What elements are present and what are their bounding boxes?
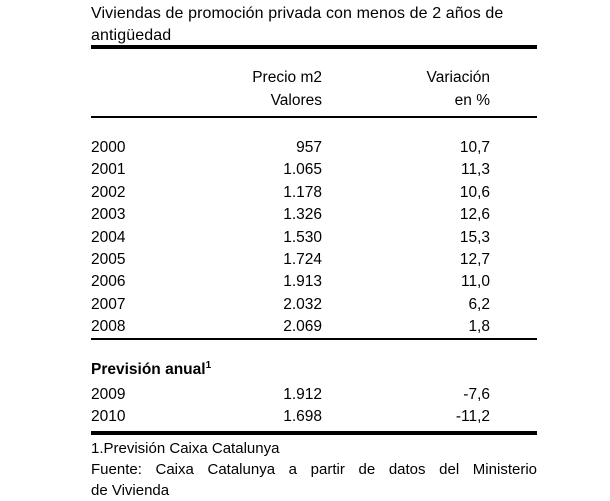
forecast-rows	[91, 384, 537, 429]
year-cell: 2010	[91, 408, 126, 426]
variation-cell: 12,7	[459, 251, 490, 269]
bottom-thick-rule	[91, 431, 537, 435]
price-header-line1: Precio m2	[252, 69, 322, 86]
year-cell: 2006	[91, 273, 126, 291]
price-cell: 1.724	[283, 251, 322, 269]
forecast-section-label	[91, 359, 537, 381]
top-thick-rule	[91, 45, 537, 49]
year-cell: 2004	[91, 228, 126, 246]
forecast-label-text: Previsión anual	[91, 361, 206, 378]
year-cell: 2003	[91, 206, 126, 224]
table-row	[91, 182, 490, 204]
table-title: Viviendas de promoción privada con menos de 2 años de antigüedad	[91, 5, 504, 44]
year-cell: 2009	[91, 386, 126, 403]
year-cell: 2002	[91, 183, 126, 201]
source-line-1: Fuente: Caixa Catalunya a partir de datos del Ministerio	[91, 461, 537, 478]
column-header-line-1	[91, 66, 490, 89]
column-header-line-2	[91, 89, 490, 112]
empty-header-cell	[91, 66, 161, 89]
price-cell: 1.178	[283, 183, 322, 201]
footnotes	[91, 438, 537, 501]
price-cell: 1.698	[283, 408, 322, 426]
variation-cell: -7,6	[463, 386, 490, 403]
price-cell: 1.912	[283, 386, 322, 403]
price-cell: 2.032	[283, 295, 322, 313]
variation-cell: 10,6	[459, 183, 490, 201]
variation-cell: 1,8	[468, 318, 490, 336]
table-row	[91, 137, 490, 159]
table-row	[91, 271, 490, 293]
header-separator-rule	[91, 116, 537, 118]
price-cell: 1.065	[283, 161, 322, 179]
table-row	[91, 384, 490, 406]
variation-cell: 11,0	[460, 273, 490, 291]
year-cell: 2007	[91, 295, 126, 313]
price-cell: 957	[296, 139, 322, 156]
table-row	[91, 159, 490, 181]
section-separator-rule	[91, 338, 537, 340]
variation-header-line1: Variación	[426, 69, 490, 86]
year-cell: 2008	[91, 318, 126, 336]
table-row	[91, 227, 490, 249]
year-cell: 2005	[91, 251, 126, 269]
table-row	[91, 204, 490, 226]
variation-cell: 11,3	[460, 161, 490, 179]
year-cell: 2000	[91, 139, 126, 156]
table-row	[91, 316, 490, 338]
price-header-line2: Valores	[270, 92, 322, 109]
year-cell: 2001	[91, 161, 126, 179]
variation-cell: 12,6	[459, 206, 490, 224]
source-line-2: de Vivienda	[91, 482, 170, 499]
footnote-marker: 1	[205, 359, 212, 371]
footnote-1: 1.Previsión Caixa Catalunya	[91, 440, 280, 457]
empty-header-cell	[91, 89, 161, 112]
price-cell: 1.913	[283, 273, 322, 291]
column-headers	[91, 66, 537, 112]
price-cell: 1.326	[283, 206, 322, 224]
variation-cell: -11,2	[455, 408, 490, 426]
variation-header-line2: en %	[454, 92, 490, 109]
variation-cell: 15,3	[459, 228, 490, 246]
variation-cell: 6,2	[468, 295, 490, 313]
table-row	[91, 406, 490, 428]
table-body	[91, 137, 537, 339]
price-cell: 2.069	[283, 318, 322, 336]
table-row	[91, 294, 490, 316]
price-cell: 1.530	[283, 228, 322, 246]
variation-cell: 10,7	[459, 139, 490, 156]
table-row	[91, 249, 490, 271]
